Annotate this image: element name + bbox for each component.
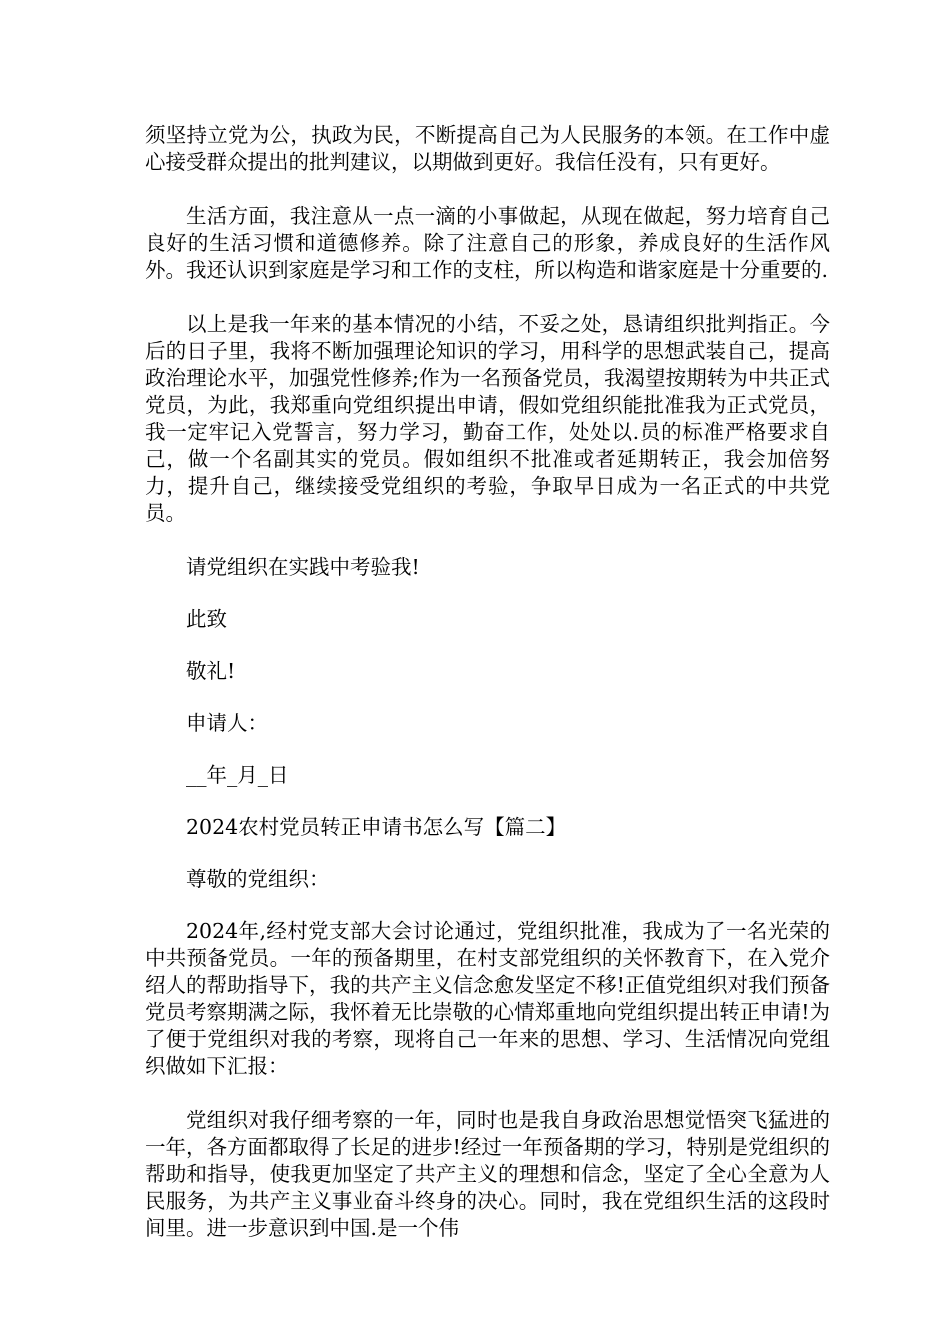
paragraph-life: 生活方面，我注意从一点一滴的小事做起，从现在做起，努力培育自己良好的生活习惯和道德修养。除了注意自己的形象，养成良好的生活作风外。我还认识到家庭是学习和工作的支柱，所以构造和谐家庭是十分重要的. xyxy=(145,204,830,282)
applicant-label: 申请人： xyxy=(186,711,268,735)
paragraph-summary: 以上是我一年来的基本情况的小结，不妥之处，恳请组织批判指正。今后的日子里，我将不断加强理论知识的学习，用科学的思想武装自己，提高政治理论水平，加强党性修养;作为一名预备党员，我渴望按期转为中共正式党员，为此，我郑重向党组织提出申请，假如党组织能批准我为正式党员，我一定牢记入党誓言，努力学习，勤奋工作，处处以.员的标准严格要求自己，做一个名副其实的党员。假如组织不批准或者延期转正，我会加倍努力，提升自己，继续接受党组织的考验，争取早日成为一名正式的中共党员。 xyxy=(145,312,830,525)
date-line: __年_月_日 xyxy=(186,763,289,787)
greeting: 尊敬的党组织： xyxy=(186,867,330,891)
paragraph-progress: 党组织对我仔细考察的一年，同时也是我自身政治思想觉悟突飞猛进的一年，各方面都取得了长足的进步!经过一年预备期的学习，特别是党组织的帮助和指导，使我更加坚定了共产主义的理想和信念，坚定了全心全意为人民服务，为共产主义事业奋斗终身的决心。同时，我在党组织生活的这段时间里。进一步意识到中国.是一个伟 xyxy=(145,1108,830,1240)
closing-request: 请党组织在实践中考验我! xyxy=(186,555,420,579)
salutation-cizhi: 此致 xyxy=(186,607,227,631)
document-body xyxy=(145,122,830,1269)
paragraph-continuation: 须坚持立党为公，执政为民，不断提高自己为人民服务的本领。在工作中虚心接受群众提出的批判建议，以期做到更好。我信任没有，只有更好。 xyxy=(145,123,830,174)
salutation-jingli: 敬礼! xyxy=(186,659,236,683)
section-heading: 2024农村党员转正申请书怎么写【篇二】 xyxy=(186,815,567,839)
paragraph-intro: 2024年,经村党支部大会讨论通过，党组织批准，我成为了一名光荣的中共预备党员。一年的预备期里，在村支部党组织的关怀教育下，在入党介绍人的帮助指导下，我的共产主义信念愈发坚定不移!正值党组织对我们预备党员考察期满之际，我怀着无比崇敬的心情郑重地向党组织提出转正申请!为了便于党组织对我的考察，现将自己一年来的思想、学习、生活情况向党组织做如下汇报： xyxy=(145,919,830,1078)
